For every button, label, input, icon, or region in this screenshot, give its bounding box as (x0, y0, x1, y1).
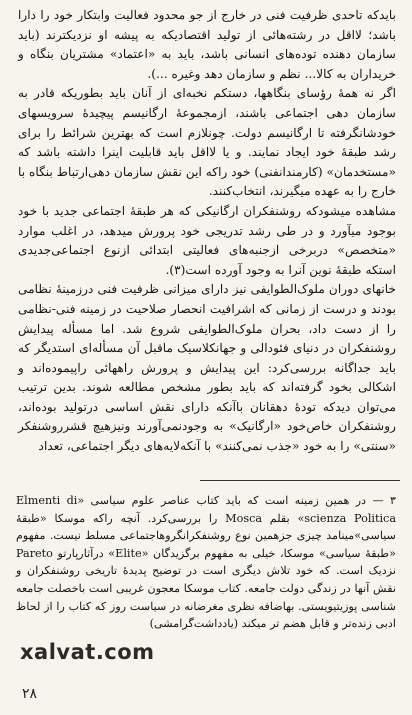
page-number: ۲۸ (22, 686, 38, 702)
main-text (18, 6, 396, 457)
paragraph-3: مشاهده میشودکه روشنفکران ارگانیکی که هر طبقهٔ اجتماعی جدید با خود بوجود میآورد و در طی رشد تدریجی خود پرورش میدهد، در اغلب موارد «متخصص» دربرخی ازجنبه‌های فعالیتی ابتدائی ازنوع اجتماعی‌جدیدی استکه طبقهٔ نوین آنرا به وجود آورده است(۳). (18, 203, 396, 277)
footnote: ۳ — در همین زمینه است که باید کتاب عناصر علوم سیاسی «Elmenti di scienza Politica» بقلم Mosca را بررسی‌کرد. آنچه راکه موسکا «طبقهٔ سیاسی»مینامد چیزی جزهمین نوع روشنفکرانگروهاجتماعی مسلط نیست. مفهوم «طبقهٔ سیاسی» موسکا، خیلی به مفهوم برگزیدگان «Elite» درآثارپارتو Pareto نزدیک است. که خود تلاش دیگری است در توضیح پدیدهٔ تاریخی روشنفکران و نقش آنها در زندگی دولت جامعه. کتاب موسکا معجون غریبی است باخصلت جامعه شناسی پوزیتیویستی. بهاضافه نظری مغرضانه در سیاست روز که کتاب را از لحاظ ادبی زنده‌تر و قابل هضم تر میکند (یادداشت‌گرامشی) (16, 494, 397, 631)
watermark: xalvat.com (20, 640, 155, 664)
paragraph-2: اگر نه همهٔ رؤسای بنگاهها، دستکم نخبه‌ای از آنان باید بطوریکه قادر به سازمان دهی اجتماعی باشند، ازمجموعهٔ ارگانیسم پیچیدهٔ سرویسهای خودشانگرفته تا ارگانیسم دولت. چونلازم است که بهترین شرائط را برای رشد طبقهٔ خود ایجاد نمایند. و یا لااقل باید قابلیت اینرا داشته باشد که «مستخدمان» (کارمندانفنی) خود راکه این نقش سازمان دهی‌ارتباط بنگاه با خارج را به عهده میگیرند، انتخاب‌کنند. (18, 86, 396, 199)
paragraph-4: خانهای دوران ملوک‌الطوایفی نیز دارای میزانی ظرفیت فنی درزمینهٔ نظامی بودند و درست از زمانی که اشرافیت انحصار صلاحیت در زمینه فنی-نظامی را از دست داد، بحران ملوک‌الطوایفی شروع شد. اما مسأله پیدایش روشنفکران در دنیای فئودالی و جهانکلاسیک ماقبل آن مسأله‌ای استدیگر که باید جداگانه بررسی‌کرد: این پیدایش و پرورش راههائی راپیموده‌اند و اشکالی بخود گرفته‌اند که باید بطور مشخص مطالعه شوند. بدین ترتیب می‌توان دیدکه تودهٔ دهقانان باآنکه دارای نقش اساسی درتولید بوده‌اند، روشنفکران خاص‌خود «ارگانیک» به وجودنمی‌آورند ونیزهیچ قشرروشنفکر «سنتی» را به خود «جذب نمی‌کنند» با آنکه‌لایه‌های دیگر اجتماعی، تعداد (18, 282, 396, 454)
paragraph-1: بایدکه تاحدی ظرفیت فنی در خارج از جو محدود فعالیت وابتکار خود را دارا باشد؛ لااقل در رشته‌هائی از تولید اقتصادیکه به پیشه او نزدیکترند (باید سازمان دهنده توده‌های انسانی باشد، باید به «اعتماد» مشتریان بنگاه و خریداران به کالا... نظم و سازمان دهد وغیره ...). (18, 8, 396, 81)
footnote-divider (200, 480, 400, 481)
